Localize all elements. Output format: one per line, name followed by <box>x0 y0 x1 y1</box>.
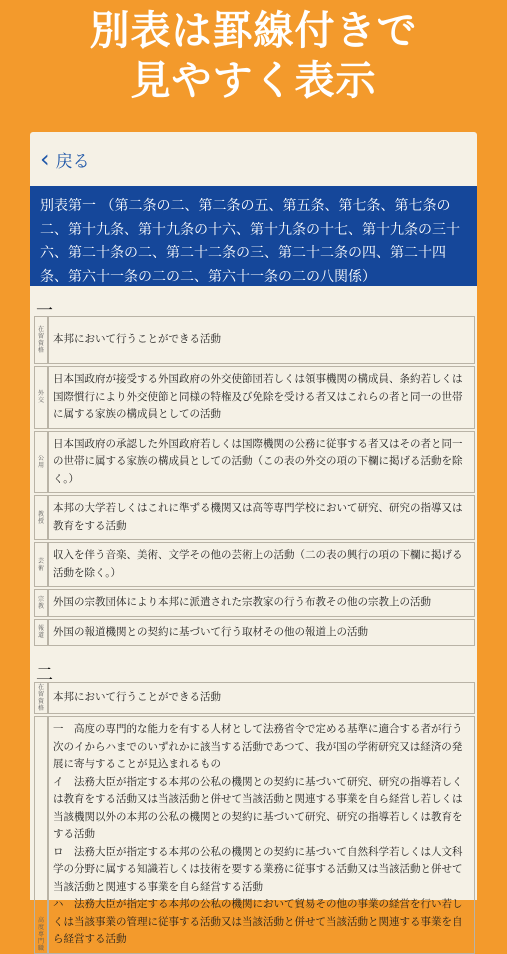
paragraph: 一 高度の専門的な能力を有する人材として法務省令で定める基準に適合する者が行う次のイからハまでのいずれかに該当する活動であつて、我が国の学術研究又は経済の発展に寄与することが見込まれるもの <box>53 723 463 770</box>
paragraph: ロ 法務大臣が指定する本邦の公私の機関との契約に基づいて自然科学若しくは人文科学の分野に属する知識若しくは技術を要する業務に従事する活動又は当該活動と併せて当該活動と関連する事業を自ら経営する活動 <box>53 845 463 893</box>
section-heading-2: 二 <box>36 665 53 685</box>
row-text-cell: 本邦の大学若しくはこれに準ずる機関又は高等専門学校において研究、研究の指導又は教育をする活動 <box>48 495 475 540</box>
row-text-cell: 外国の報道機関との契約に基づいて行う取材その他の報道上の活動 <box>48 619 475 647</box>
table-row <box>34 682 475 714</box>
table-row <box>34 366 475 429</box>
table-2 <box>34 682 475 954</box>
table-row <box>34 431 475 494</box>
table-row <box>34 589 475 617</box>
row-text-cell <box>48 716 475 954</box>
nav-bar <box>30 132 477 186</box>
promo-line-2: 見やすく表示 <box>130 58 377 104</box>
header-label-cell: 在留資格 <box>34 682 48 714</box>
promo-line-1: 別表は罫線付きで <box>89 8 418 54</box>
chevron-left-icon[interactable]: ‹ <box>40 145 50 173</box>
header-text-cell: 本邦において行うことができる活動 <box>48 316 475 364</box>
header-text-cell: 本邦において行うことができる活動 <box>48 682 475 714</box>
table-1 <box>34 316 475 646</box>
page-title: 別表第一 （第二条の二、第二条の五、第五条、第七条、第七条の二、第十九条、第十九条の十六、第十九条の十七、第十九条の三十六、第二十条の二、第二十二条の三、第二十二条の四、第二十四条、第六十一条の二の二、第六十一条の二の八関係） <box>30 186 477 286</box>
paragraph: イ 法務大臣が指定する本邦の公私の機関との契約に基づいて研究、研究の指導若しくは教育をする活動又は当該活動と併せて当該活動と関連する事業を自ら経営し若しくは当該機関以外の本邦の公私の機関との契約に基づいて研究、研究の指導若しくは教育をする活動 <box>53 775 463 840</box>
table-row <box>34 542 475 587</box>
back-button[interactable]: 戻る <box>55 151 90 172</box>
section-heading-1: 一 <box>36 301 53 321</box>
table-row <box>34 316 475 364</box>
row-label-cell: 芸術 <box>34 542 48 587</box>
table-row <box>34 716 475 954</box>
row-label-cell: 高度専門職 <box>34 716 48 954</box>
promo-headline <box>0 6 507 106</box>
row-label-cell: 外交 <box>34 366 48 429</box>
row-label-cell: 教授 <box>34 495 48 540</box>
table-row <box>34 495 475 540</box>
row-text-cell: 日本国政府の承認した外国政府若しくは国際機関の公務に従事する者又はその者と同一の世帯に属する家族の構成員としての活動（この表の外交の項の下欄に掲げる活動を除く。） <box>48 431 475 494</box>
row-label-cell: 公用 <box>34 431 48 494</box>
row-label-cell: 宗教 <box>34 589 48 617</box>
app-screen <box>30 132 477 952</box>
row-text-cell: 収入を伴う音楽、美術、文学その他の芸術上の活動（二の表の興行の項の下欄に掲げる活動を除く。） <box>48 542 475 587</box>
row-label-cell: 報道 <box>34 619 48 647</box>
header-label-cell: 在留資格 <box>34 316 48 364</box>
row-text-cell: 日本国政府が接受する外国政府の外交使節団若しくは領事機関の構成員、条約若しくは国際慣行により外交使節と同様の特権及び免除を受ける者又はこれらの者と同一の世帯に属する家族の構成員としての活動 <box>48 366 475 429</box>
paragraph: ハ 法務大臣が指定する本邦の公私の機関において貿易その他の事業の経営を行い若しくは当該事業の管理に従事する活動又は当該活動と併せて当該活動と関連する事業を自ら経営する活動 <box>53 898 463 945</box>
row-text-cell: 外国の宗教団体により本邦に派遣された宗教家の行う布教その他の宗教上の活動 <box>48 589 475 617</box>
table-row <box>34 619 475 647</box>
